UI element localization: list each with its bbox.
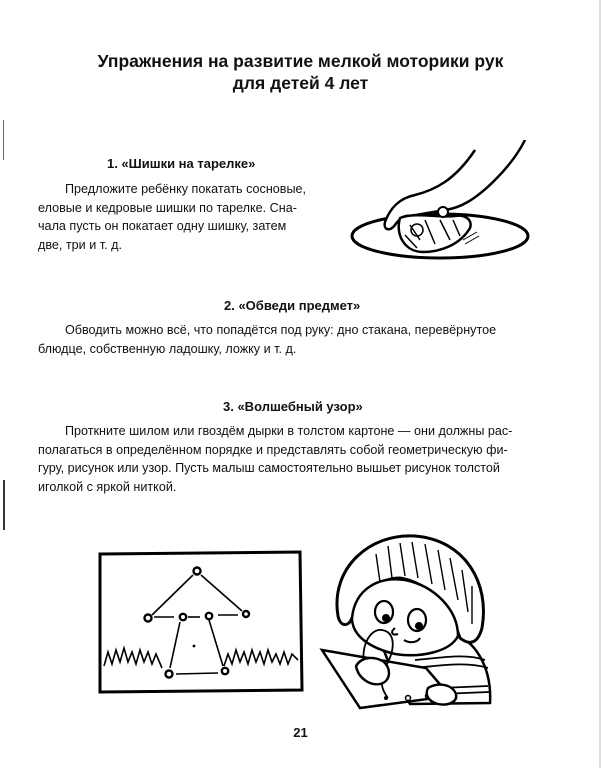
text-line: чала пусть он покатает одну шишку, затем [38,219,287,233]
exercise-3-text [38,422,560,496]
hand-cone-plate-illustration [345,140,545,270]
stitched-pattern-card-illustration [96,548,306,696]
exercise-1-heading: 1. «Шишки на тарелке» [107,156,256,171]
text-line: Предложите ребёнку покатать сосновые, [65,182,307,196]
child-stitching-illustration [300,528,500,710]
page-title [0,50,601,94]
text-line: две, три и т. д. [38,237,122,252]
scan-edge-mark [3,480,5,530]
exercise-2-heading: 2. «Обведи предмет» [224,298,361,313]
text-line: полагаться в определённом порядке и представлять собой геометрическую фи- [38,442,508,457]
page-number: 21 [293,725,308,740]
exercise-1-text [38,180,335,254]
text-line: Проткните шилом или гвоздём дырки в толстом картоне — они должны рас- [65,424,513,438]
title-line-2: для детей 4 лет [232,73,369,93]
exercise-2-text [38,321,558,358]
hand-right [427,685,457,705]
scan-edge-mark [3,120,4,160]
text-line: блюдце, собственную ладошку, ложку и т. д. [38,341,297,356]
title-line-1: Упражнения на развитие мелкой моторики рук [97,51,504,71]
text-line: иголкой с яркой ниткой. [38,479,177,494]
text-line: еловые и кедровые шишки по тарелке. Сна- [38,200,297,215]
text-line: гуру, рисунок или узор. Пусть малыш самостоятельно вышьет рисунок толстой [38,461,500,475]
text-line: Обводить можно всё, что попадётся под руку: дно стакана, перевёрнутое [65,323,497,337]
exercise-3-heading: 3. «Волшебный узор» [223,399,363,414]
